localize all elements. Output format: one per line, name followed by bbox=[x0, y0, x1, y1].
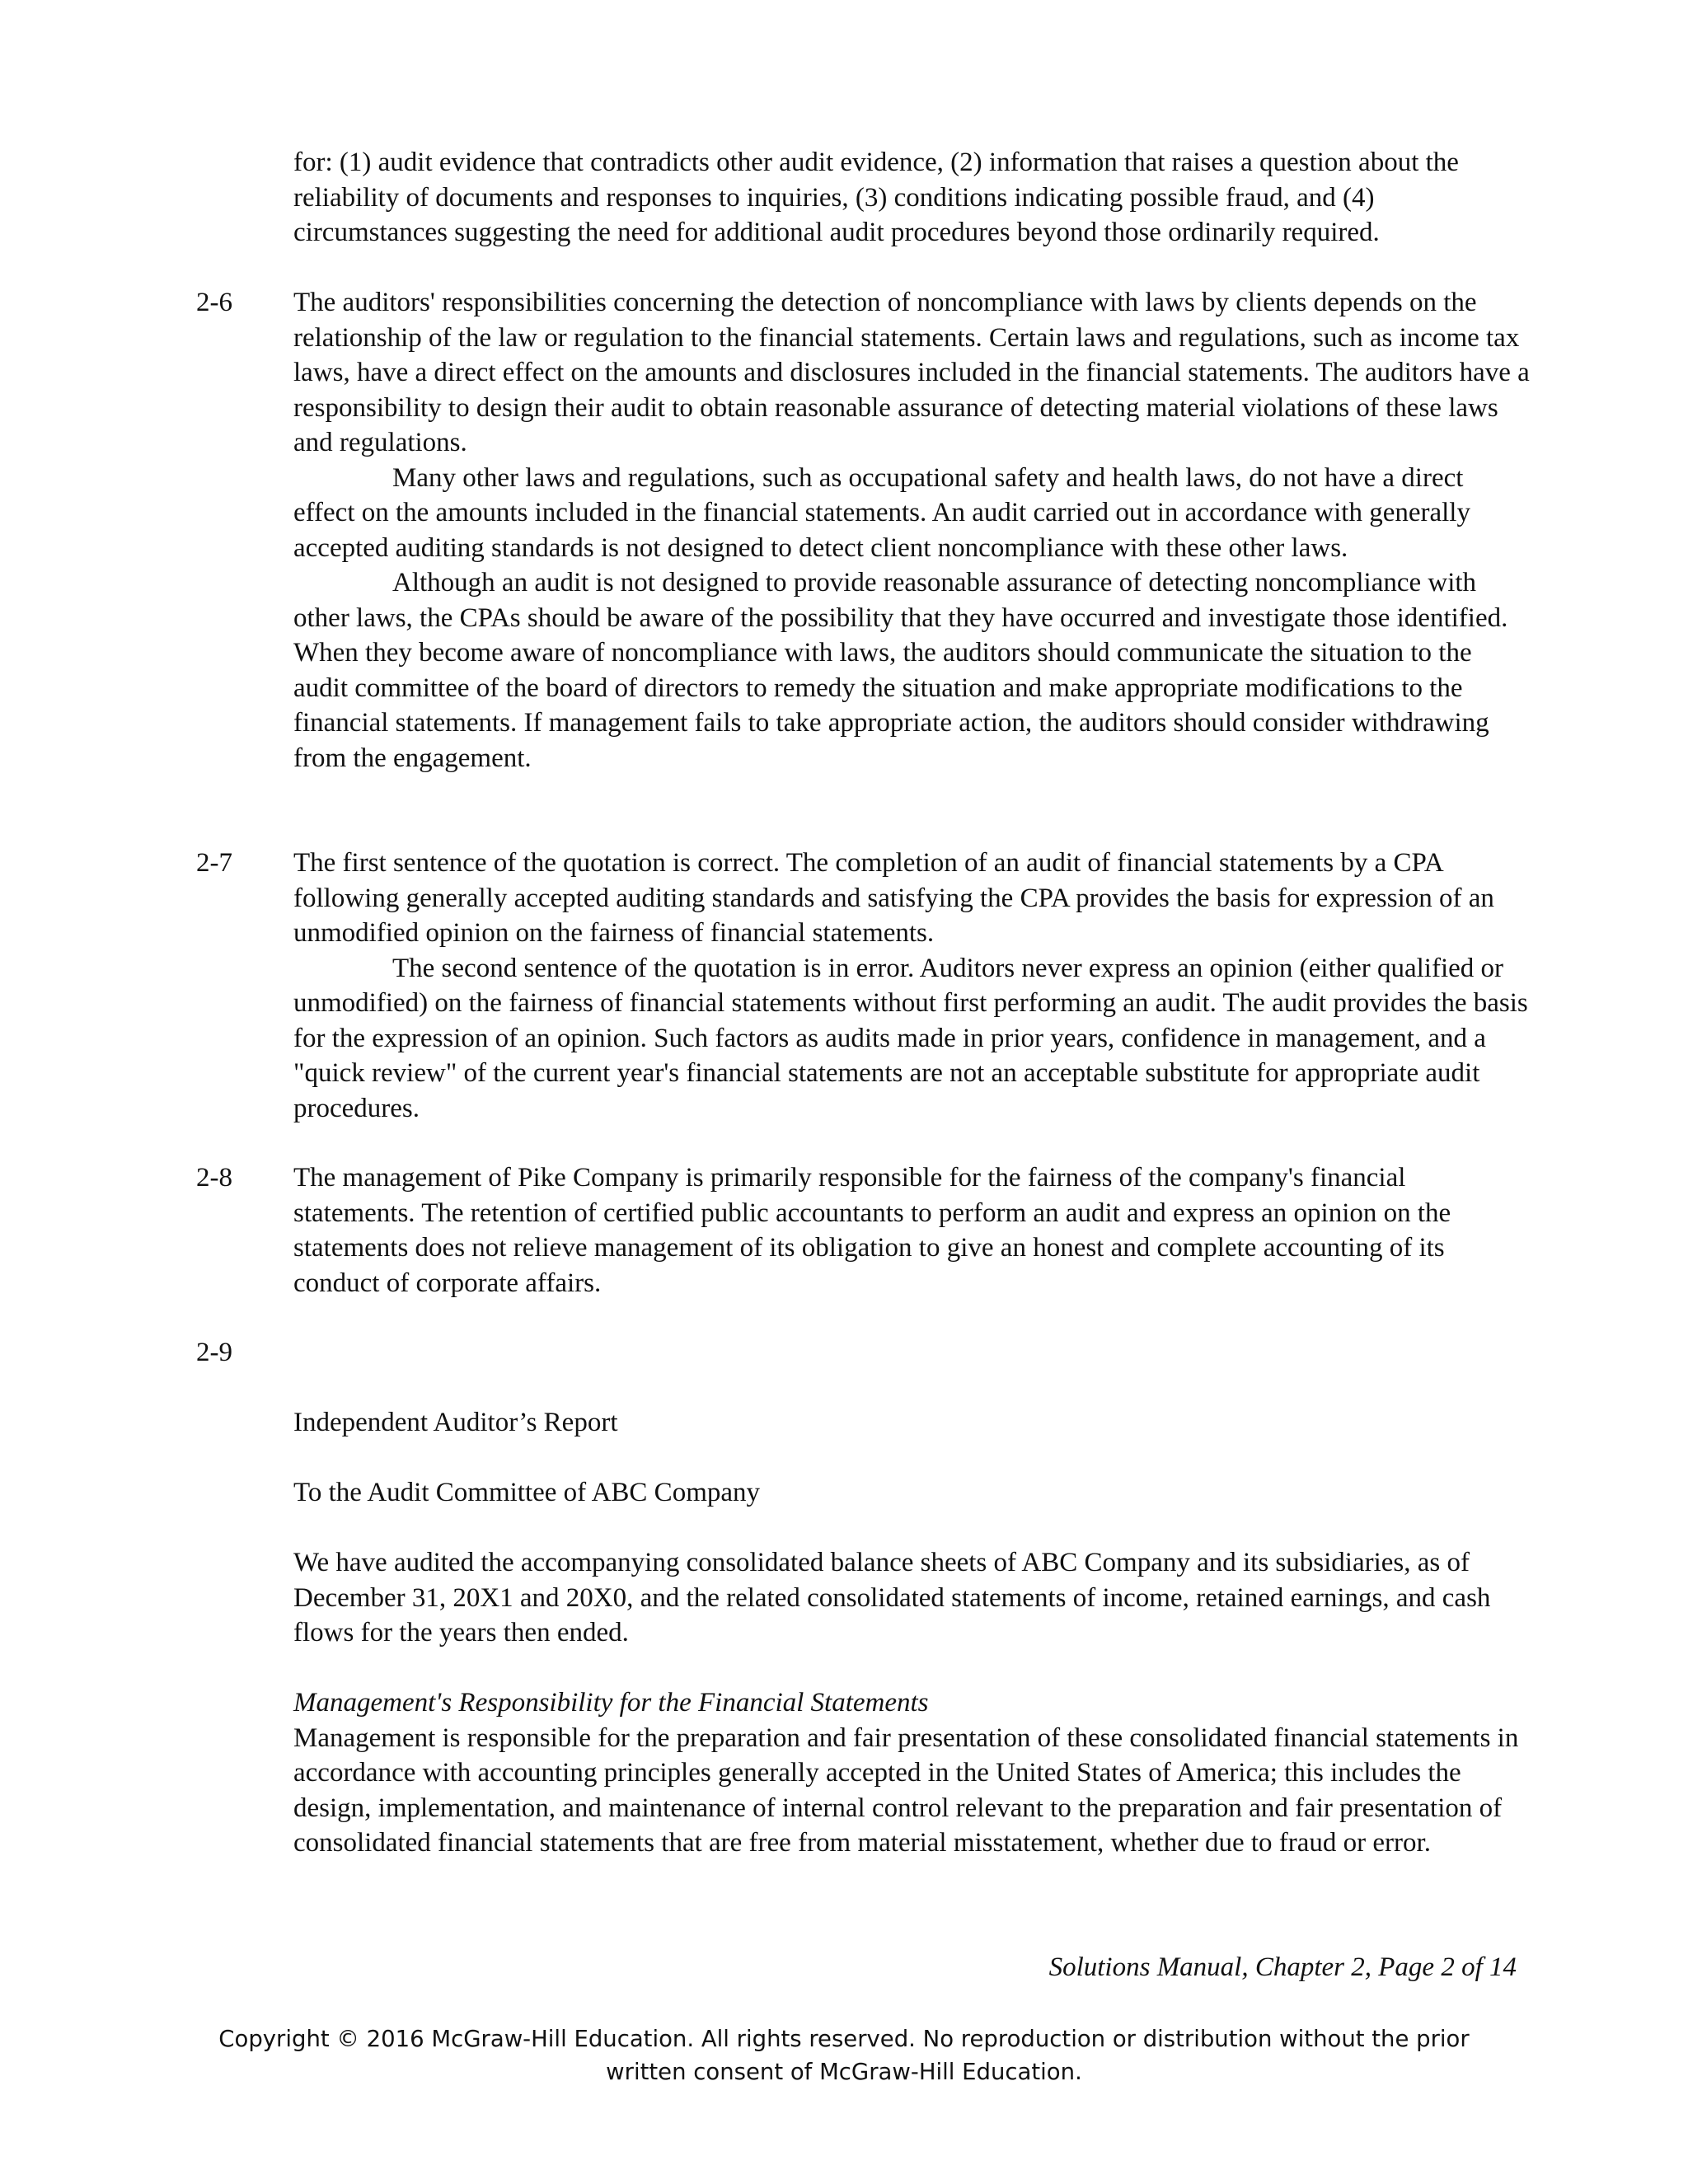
answer-2-7 bbox=[293, 846, 1530, 1126]
item-number-2-6: 2-6 bbox=[196, 288, 232, 317]
section-heading: Management's Responsibility for the Financial Statements bbox=[293, 1688, 929, 1718]
continuation-text: for: (1) audit evidence that contradicts other audit evidence, (2) information that raises a question about the reliability of documents and responses to inquiries, (3) conditions indicating possible fraud, and (4) circumstances suggesting the need for additional audit procedures beyond those ordinarily required. bbox=[293, 148, 1459, 247]
item-number-2-8: 2-8 bbox=[196, 1163, 232, 1193]
answer-paragraph: The management of Pike Company is primarily responsible for the fairness of the company's financial statements. The retention of certified public accountants to perform an audit and express an opinion on the statements does not relieve management of its obligation to give an honest and complete accounting of its conduct of corporate affairs. bbox=[293, 1163, 1451, 1298]
report-paragraph: We have audited the accompanying consolidated balance sheets of ABC Company and its subsidiaries, as of December 31, 20X1 and 20X0, and the related consolidated statements of income, retained earnings, and cash flows for the years then ended. bbox=[293, 1548, 1491, 1647]
answer-paragraph: The auditors' responsibilities concerning the detection of noncompliance with laws by clients depends on the relationship of the law or regulation to the financial statements. Certain laws and regulations, such as income tax laws, have a direct effect on the amounts and disclosures included in the financial statements. The auditors have a responsibility to design their audit to obtain reasonable assurance of detecting material violations of these laws and regulations. bbox=[293, 288, 1530, 457]
answer-paragraph: Although an audit is not designed to provide reasonable assurance of detecting noncompliance with other laws, the CPAs should be aware of the possibility that they have occurred and investigate those identified. When they become aware of noncompliance with laws, the auditors should communicate the situation to the audit committee of the board of directors to remedy the situation and make appropriate modifications to the financial statements. If management fails to take appropriate action, the auditors should consider withdrawing from the engagement. bbox=[293, 568, 1508, 773]
continuation-paragraph bbox=[293, 145, 1530, 251]
answer-2-6 bbox=[293, 285, 1530, 776]
answer-2-8 bbox=[293, 1160, 1530, 1301]
copyright-notice bbox=[0, 2022, 1688, 2088]
copyright-text: Copyright © 2016 McGraw-Hill Education. All rights reserved. No reproduction or distribution without the prior written consent of McGraw-Hill Education. bbox=[218, 2026, 1470, 2085]
report-title: Independent Auditor’s Report bbox=[293, 1408, 618, 1437]
item-number-2-7: 2-7 bbox=[196, 848, 232, 878]
page-reference: Solutions Manual, Chapter 2, Page 2 of 14 bbox=[1048, 1952, 1517, 1982]
report-addressee: To the Audit Committee of ABC Company bbox=[293, 1478, 761, 1507]
report-management-section bbox=[293, 1685, 1530, 1861]
answer-paragraph: Many other laws and regulations, such as occupational safety and health laws, do not have a direct effect on the amounts included in the financial statements. An audit carried out in accordance with generally accepted auditing standards is not designed to detect client noncompliance with these other laws. bbox=[293, 462, 1470, 563]
report-paragraph: Management is responsible for the preparation and fair presentation of these consolidated financial statements in accordance with accounting principles generally accepted in the United States of America; this includes the design, implementation, and maintenance of internal control relevant to the preparation and fair presentation of consolidated financial statements that are free from material misstatement, whether due to fraud or error. bbox=[293, 1722, 1519, 1858]
report-intro-paragraph bbox=[293, 1545, 1530, 1651]
answer-paragraph: The first sentence of the quotation is correct. The completion of an audit of financial statements by a CPA following generally accepted auditing standards and satisfying the CPA provides the basis for expression of an unmodified opinion on the fairness of financial statements. bbox=[293, 848, 1494, 948]
answer-paragraph: The second sentence of the quotation is in error. Auditors never express an opinion (either qualified or unmodified) on the fairness of financial statements without first performing an audit. The audit provides the basis for the expression of an opinion. Such factors as audits made in prior years, confidence in management, and a "quick review" of the current year's financial statements are not an acceptable substitute for appropriate audit procedures. bbox=[293, 953, 1528, 1123]
item-number-2-9: 2-9 bbox=[196, 1338, 232, 1367]
